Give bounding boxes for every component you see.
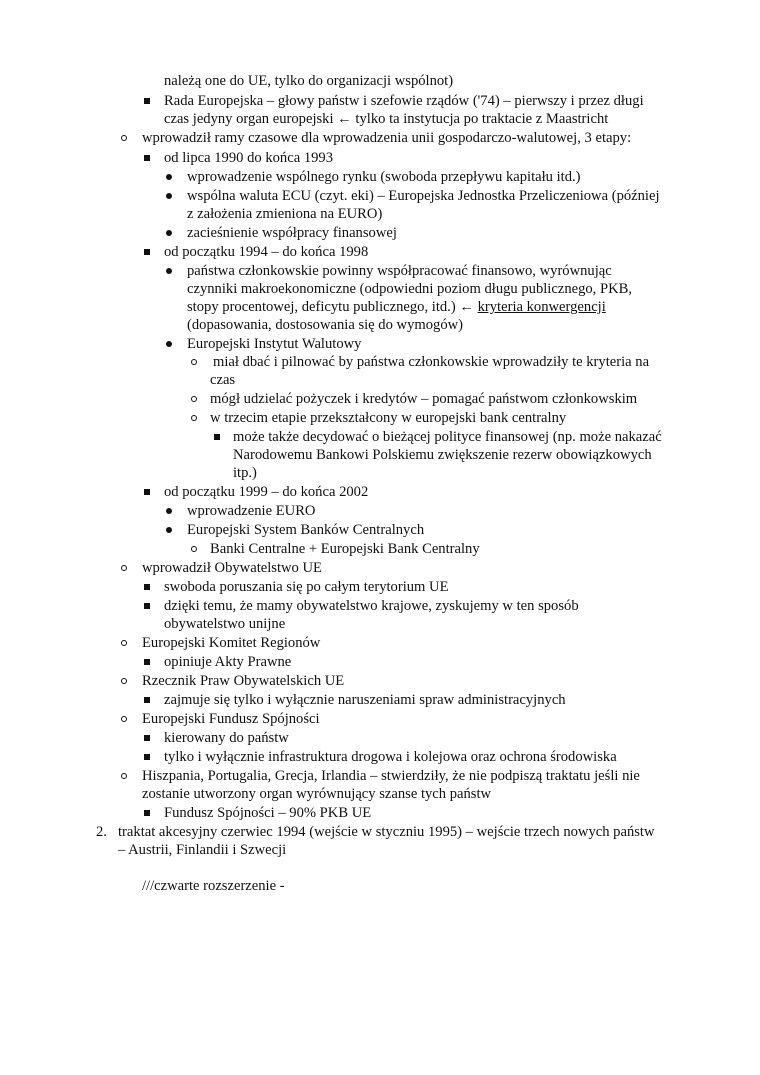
list-item-text: od początku 1999 – do końca 2002 [164, 484, 369, 500]
list-item-text: mógł udzielać pożyczek i kredytów – pomagać państwom członkowskim [210, 391, 638, 407]
list-item-text: – Austrii, Finlandii i Szwecji [118, 842, 287, 858]
list-item-text: Europejski Fundusz Spójności [142, 711, 320, 727]
list-item-text: Rzecznik Praw Obywatelskich UE [142, 673, 345, 689]
list-item-text: (dopasowania, dostosowania się do wymogów) [187, 317, 464, 333]
list-item-text: swoboda poruszania się po całym terytorium UE [164, 579, 449, 595]
list-item-text: itp.) [233, 465, 257, 481]
list-item-text [187, 298, 606, 316]
list-item-text: wprowadzenie wspólnego rynku (swoboda przepływu kapitału itd.) [187, 169, 581, 185]
circle-bullet-icon [191, 359, 197, 365]
square-bullet-icon [214, 434, 220, 440]
disc-bullet-icon [166, 174, 172, 180]
list-item-text: Europejski System Banków Centralnych [187, 522, 425, 538]
disc-bullet-icon [166, 527, 172, 533]
circle-bullet-icon [121, 678, 127, 684]
list-item-text: z założenia zmieniona na EURO) [187, 206, 383, 222]
list-item-text: Europejski Komitet Regionów [142, 635, 321, 651]
square-bullet-icon [144, 584, 150, 590]
circle-bullet-icon [121, 716, 127, 722]
list-item-text: kierowany do państw [164, 730, 289, 746]
square-bullet-icon [144, 98, 150, 104]
list-item-text: Banki Centralne + Europejski Bank Centralny [210, 541, 480, 557]
list-item-text: Europejski Instytut Walutowy [187, 336, 362, 352]
list-item-text: czas jedyny organ europejski ← tylko ta instytucja po traktacie z Maastricht [164, 111, 609, 127]
square-bullet-icon [144, 155, 150, 161]
circle-bullet-icon [191, 396, 197, 402]
disc-bullet-icon [166, 230, 172, 236]
square-bullet-icon [144, 249, 150, 255]
circle-bullet-icon [191, 415, 197, 421]
list-item-text: wprowadził ramy czasowe dla wprowadzenia unii gospodarczo-walutowej, 3 etapy: [142, 130, 632, 146]
list-item-text: miał dbać i pilnować by państwa członkowskie wprowadziły te kryteria na [213, 354, 650, 370]
list-item-text: w trzecim etapie przekształcony w europejski bank centralny [210, 410, 567, 426]
list-item-text: tylko i wyłącznie infrastruktura drogowa i kolejowa oraz ochrona środowiska [164, 749, 617, 765]
square-bullet-icon [144, 697, 150, 703]
list-item-text: Rada Europejska – głowy państw i szefowie rządów ('74) – pierwszy i przez długi [164, 93, 644, 109]
section-note: ///czwarte rozszerzenie - [142, 878, 285, 894]
list-number: 2. [96, 824, 107, 840]
disc-bullet-icon [166, 341, 172, 347]
square-bullet-icon [144, 810, 150, 816]
list-item-text: wprowadził Obywatelstwo UE [142, 560, 322, 576]
list-item-text: obywatelstwo unijne [164, 616, 286, 632]
list-item-text: czas [210, 372, 236, 388]
circle-bullet-icon [191, 546, 197, 552]
list-item-text-part: stopy procentowej, deficytu publicznego, itd.) ← [187, 299, 478, 315]
list-item-text: Narodowemu Bankowi Polskiemu zwiększenie rezerw obowiązkowych [233, 447, 652, 463]
list-item-text: traktat akcesyjny czerwiec 1994 (wejście w styczniu 1995) – wejście trzech nowych państw [118, 824, 655, 840]
list-item-text: czynniki makroekonomiczne (odpowiedni poziom długu publicznego, PKB, [187, 281, 633, 297]
list-item-text: państwa członkowskie powinny współpracować finansowo, wyrównując [187, 263, 612, 279]
list-item-text: Hiszpania, Portugalia, Grecja, Irlandia – stwierdziły, że nie podpiszą traktatu jeśli nie [142, 768, 640, 784]
square-bullet-icon [144, 603, 150, 609]
kryteria-konwergencji-link: kryteria konwergencji [477, 299, 606, 315]
list-item-text: dzięki temu, że mamy obywatelstwo krajowe, zyskujemy w ten sposób [164, 598, 579, 614]
square-bullet-icon [144, 735, 150, 741]
square-bullet-icon [144, 754, 150, 760]
list-item-text: należą one do UE, tylko do organizacji wspólnot) [164, 73, 454, 89]
circle-bullet-icon [121, 565, 127, 571]
circle-bullet-icon [121, 135, 127, 141]
list-item-text: zostanie utworzony organ wyrównujący szanse tych państw [142, 786, 492, 802]
disc-bullet-icon [166, 508, 172, 514]
list-item-text: może także decydować o bieżącej polityce finansowej (np. może nakazać [233, 429, 662, 445]
list-item-text: wspólna waluta ECU (czyt. eki) – Europejska Jednostka Przeliczeniowa (później [187, 188, 660, 204]
square-bullet-icon [144, 659, 150, 665]
disc-bullet-icon [166, 193, 172, 199]
list-item-text: opiniuje Akty Prawne [164, 654, 292, 670]
list-item-text: wprowadzenie EURO [187, 503, 316, 519]
disc-bullet-icon [166, 268, 172, 274]
list-item-text: zajmuje się tylko i wyłącznie naruszeniami spraw administracyjnych [164, 692, 566, 708]
list-item-text: zacieśnienie współpracy finansowej [187, 225, 397, 241]
list-item-text: od lipca 1990 do końca 1993 [164, 150, 334, 166]
circle-bullet-icon [121, 640, 127, 646]
list-item-text: od początku 1994 – do końca 1998 [164, 244, 369, 260]
list-item-text: Fundusz Spójności – 90% PKB UE [164, 805, 372, 821]
square-bullet-icon [144, 489, 150, 495]
circle-bullet-icon [121, 773, 127, 779]
